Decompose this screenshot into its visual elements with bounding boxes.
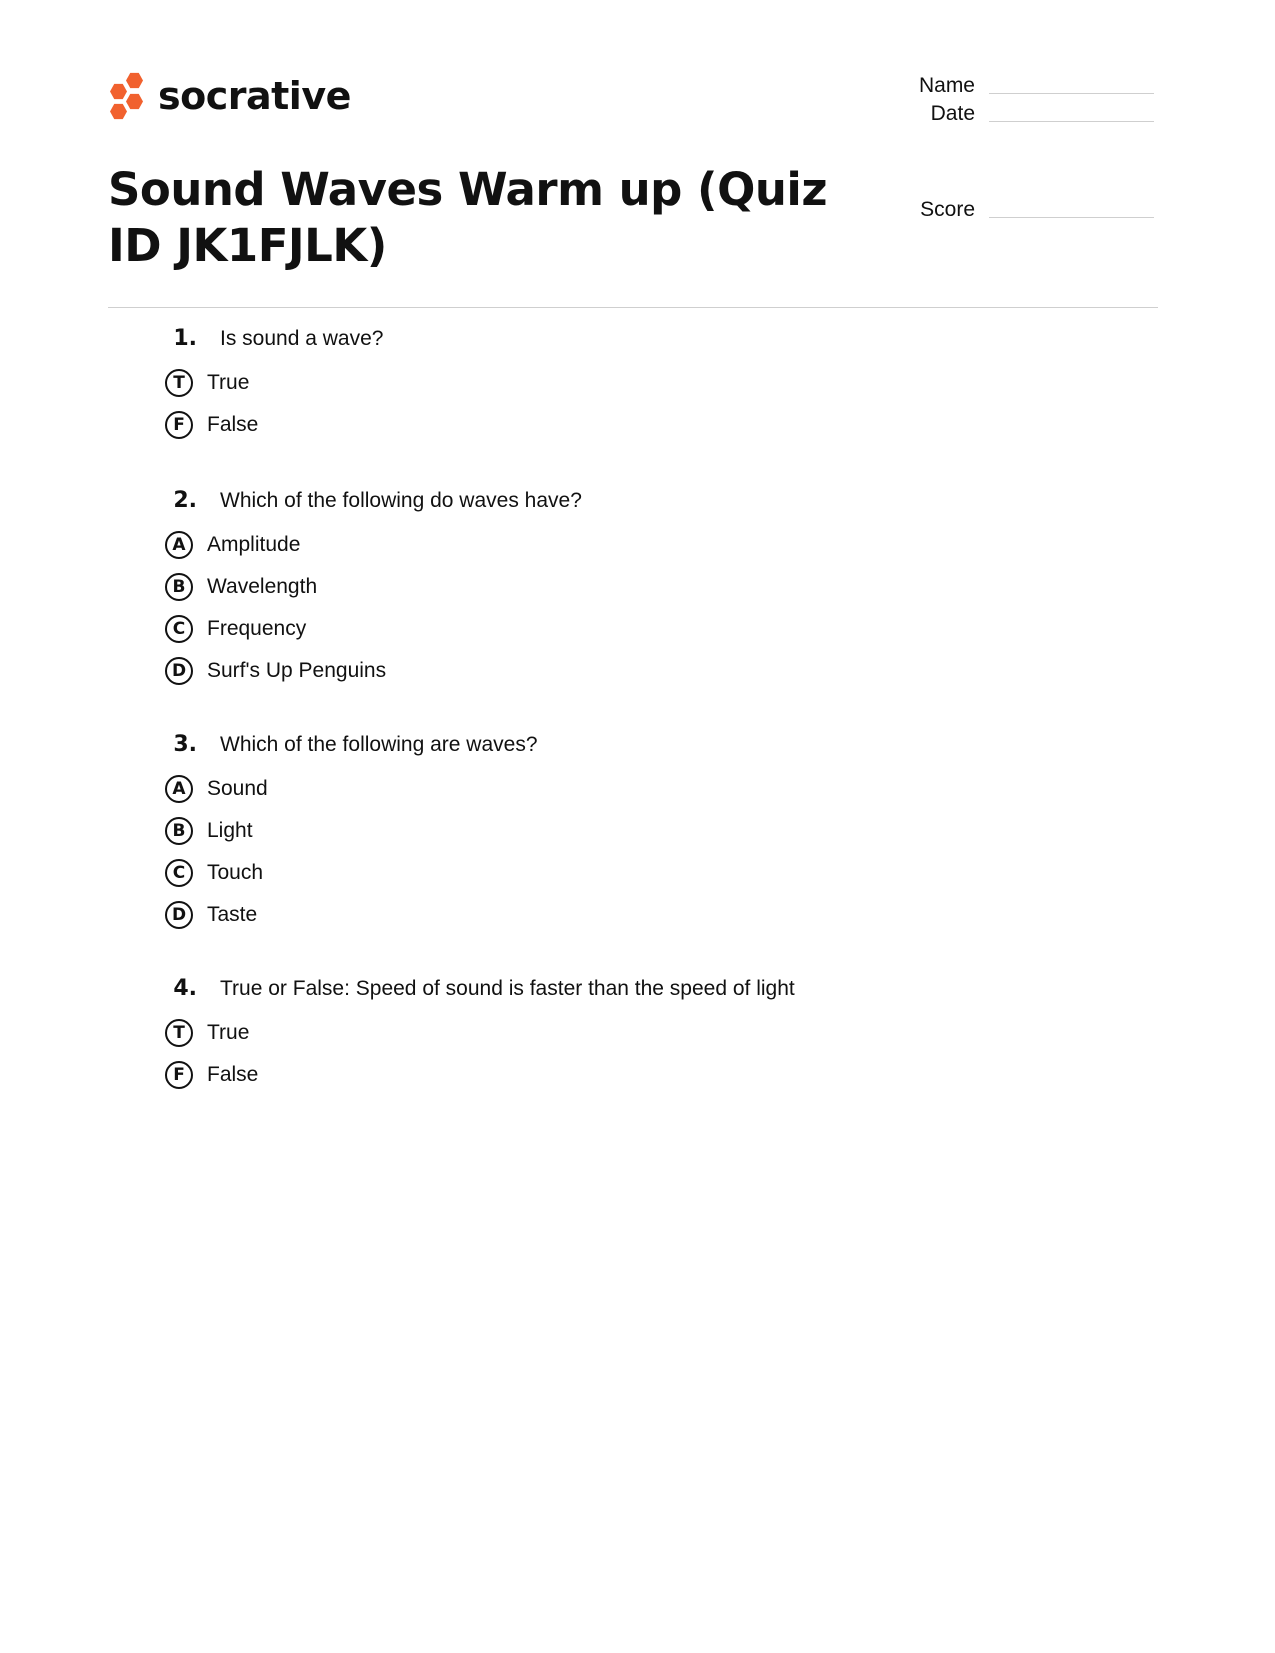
date-label: Date [930, 102, 975, 125]
socrative-logo [108, 72, 351, 120]
option-b[interactable] [165, 810, 1065, 852]
hexagon-logo-icon [108, 72, 148, 120]
quiz-title: Sound Waves Warm up (Quiz ID JK1FJLK) [108, 163, 828, 272]
option-c[interactable] [165, 852, 1065, 894]
answer-bubble[interactable]: C [165, 859, 193, 887]
answer-bubble[interactable]: C [165, 615, 193, 643]
option-true[interactable] [165, 362, 1065, 404]
option-label: Touch [207, 861, 264, 884]
option-a[interactable] [165, 524, 1065, 566]
option-label: Wavelength [207, 575, 318, 598]
question-3 [165, 732, 1065, 936]
answer-bubble[interactable]: A [165, 531, 193, 559]
question-text: True or False: Speed of sound is faster than the speed of light [220, 977, 795, 1000]
question-number: 3. [173, 732, 197, 757]
date-field[interactable] [880, 102, 1154, 126]
option-false[interactable] [165, 1054, 1065, 1096]
score-label: Score [920, 198, 975, 221]
question-number: 1. [173, 326, 197, 351]
option-d[interactable] [165, 650, 1065, 692]
option-label: True [207, 1021, 250, 1044]
answer-bubble[interactable]: A [165, 775, 193, 803]
score-field[interactable] [880, 198, 1154, 222]
option-true[interactable] [165, 1012, 1065, 1054]
option-d[interactable] [165, 894, 1065, 936]
option-label: Amplitude [207, 533, 301, 556]
answer-bubble[interactable]: T [165, 1019, 193, 1047]
answer-bubble[interactable]: B [165, 817, 193, 845]
option-b[interactable] [165, 566, 1065, 608]
option-c[interactable] [165, 608, 1065, 650]
question-text: Which of the following do waves have? [220, 489, 582, 512]
question-text: Is sound a wave? [220, 327, 384, 350]
date-line[interactable] [989, 121, 1154, 122]
score-line[interactable] [989, 217, 1154, 218]
answer-bubble[interactable]: B [165, 573, 193, 601]
question-number: 4. [173, 976, 197, 1001]
question-4 [165, 976, 1065, 1096]
name-field[interactable] [880, 74, 1154, 98]
option-a[interactable] [165, 768, 1065, 810]
answer-bubble[interactable]: D [165, 901, 193, 929]
option-label: False [207, 1063, 259, 1086]
answer-bubble[interactable]: D [165, 657, 193, 685]
option-label: Light [207, 819, 253, 842]
option-label: Frequency [207, 617, 307, 640]
question-number: 2. [173, 488, 197, 513]
question-text: Which of the following are waves? [220, 733, 538, 756]
question-2 [165, 488, 1065, 692]
option-label: Surf's Up Penguins [207, 659, 387, 682]
answer-bubble[interactable]: T [165, 369, 193, 397]
option-false[interactable] [165, 404, 1065, 446]
header-divider [108, 307, 1158, 308]
answer-bubble[interactable]: F [165, 1061, 193, 1089]
answer-bubble[interactable]: F [165, 411, 193, 439]
option-label: True [207, 371, 250, 394]
name-label: Name [918, 74, 975, 97]
brand-name: socrative [158, 74, 351, 118]
option-label: Taste [207, 903, 258, 926]
name-line[interactable] [989, 93, 1154, 94]
question-1 [165, 326, 1065, 446]
option-label: False [207, 413, 259, 436]
option-label: Sound [207, 777, 268, 800]
